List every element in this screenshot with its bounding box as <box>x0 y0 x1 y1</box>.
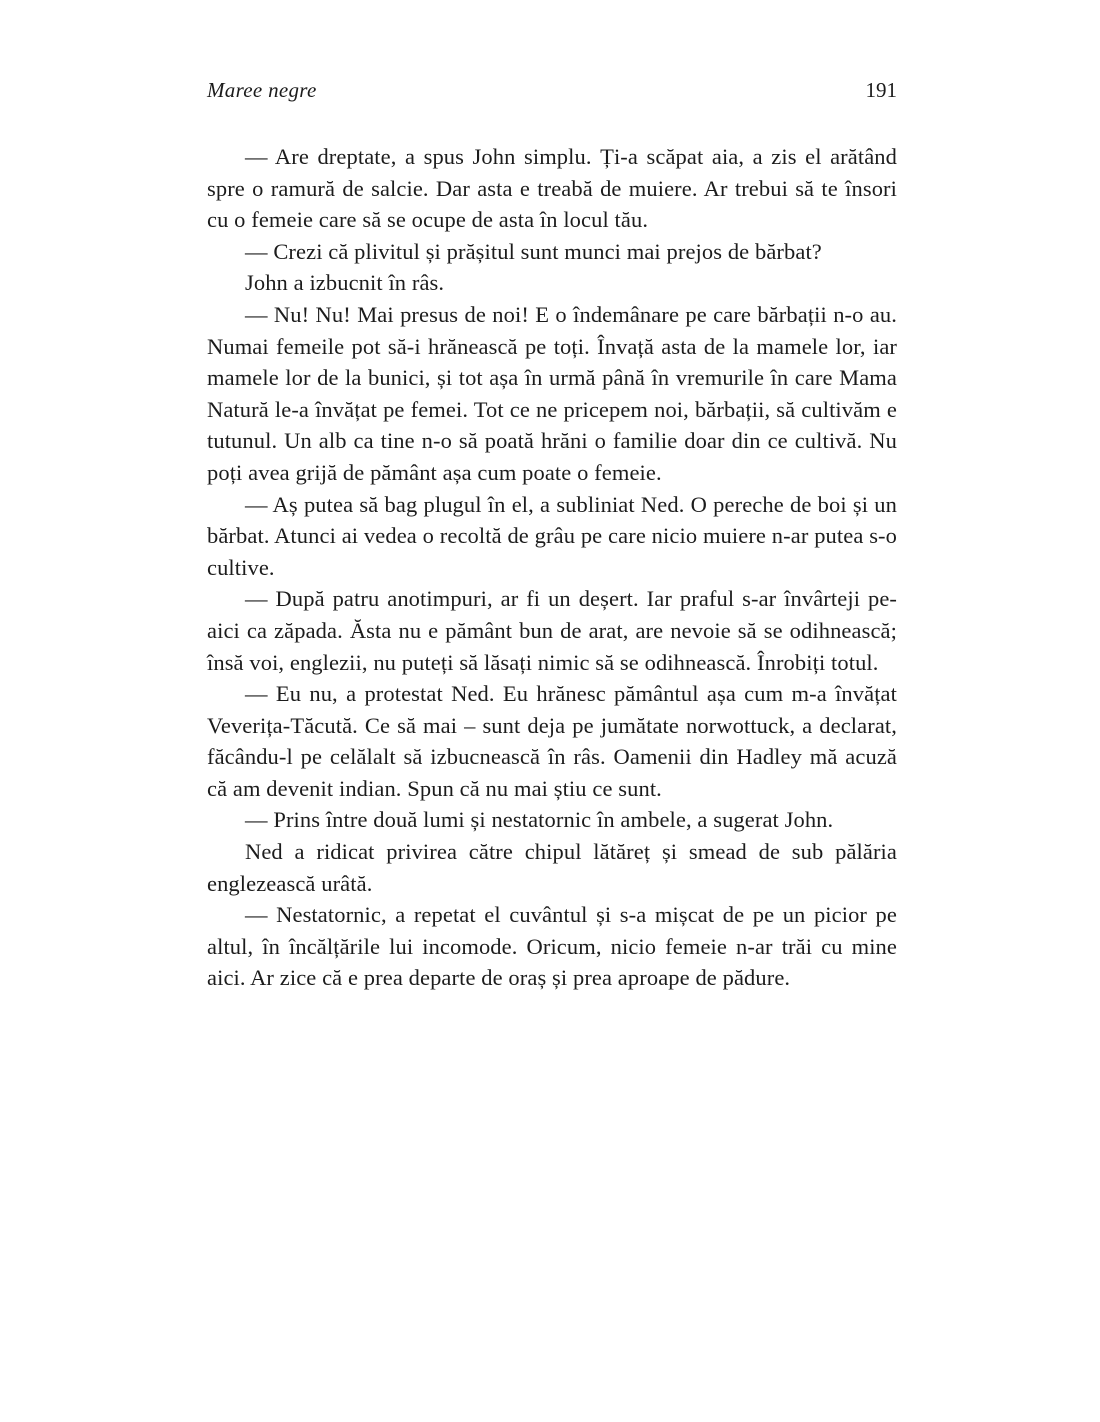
page-header <box>207 78 897 103</box>
paragraph: — După patru anotimpuri, ar fi un deșert. Iar praful s-ar învârteji pe-aici ca zăpada. Ăsta nu e pământ bun de arat, are nevoie să se odihnească; însă voi, englezii, nu puteți să lăsați nimic să se odihnească. Înrobiți totul. <box>207 586 897 675</box>
paragraph: John a izbucnit în râs. <box>245 270 445 296</box>
page-body <box>207 141 897 994</box>
paragraph: — Aș putea să bag plugul în el, a subliniat Ned. O pereche de boi și un bărbat. Atunci ai vedea o recoltă de grâu pe care nicio muiere n-ar putea s-o cultive. <box>207 491 897 580</box>
text-block <box>207 78 897 994</box>
paragraph: — Crezi că plivitul și prășitul sunt munci mai prejos de bărbat? <box>245 238 822 264</box>
paragraph: — Eu nu, a protestat Ned. Eu hrănesc pământul așa cum m-a învățat Veverița-Tăcută. Ce să mai – sunt deja pe jumătate norwottuck, a declarat, făcându-l pe celălalt să izbucnească în râs. Oamenii din Hadley mă acuză că am devenit indian. Spun că nu mai știu ce sunt. <box>207 681 897 801</box>
running-title: Maree negre <box>207 78 317 102</box>
paragraph: — Nestatornic, a repetat el cuvântul și s-a mișcat de pe un picior pe altul, în încălțările lui incomode. Oricum, nicio femeie n-ar trăi cu mine aici. Ar zice că e prea departe de oraș și prea aproape de pădure. <box>207 902 897 991</box>
paragraph: Ned a ridicat privirea către chipul lătăreț și smead de sub pălăria englezească urâtă. <box>207 839 897 896</box>
paragraph: — Prins între două lumi și nestatornic în ambele, a sugerat John. <box>245 807 834 833</box>
paragraph: — Nu! Nu! Mai presus de noi! E o îndemânare pe care bărbații n-o au. Numai femeile pot să-i hrănească pe toți. Învață asta de la mamele lor, iar mamele lor de la bunici, și tot așa în urmă până în vremurile în care Mama Natură le-a învățat pe femei. Tot ce ne pricepem noi, bărbații, să cultivăm e tutunul. Un alb ca tine n-o să poată hrăni o familie doar din ce cultivă. Nu poți avea grijă de pământ așa cum poate o femeie. <box>207 301 897 485</box>
page-number: 191 <box>865 78 897 102</box>
paragraph: — Are dreptate, a spus John simplu. Ți-a scăpat aia, a zis el arătând spre o ramură de salcie. Dar asta e treabă de muiere. Ar trebui să te însori cu o femeie care să se ocupe de asta în locul tău. <box>207 144 897 233</box>
